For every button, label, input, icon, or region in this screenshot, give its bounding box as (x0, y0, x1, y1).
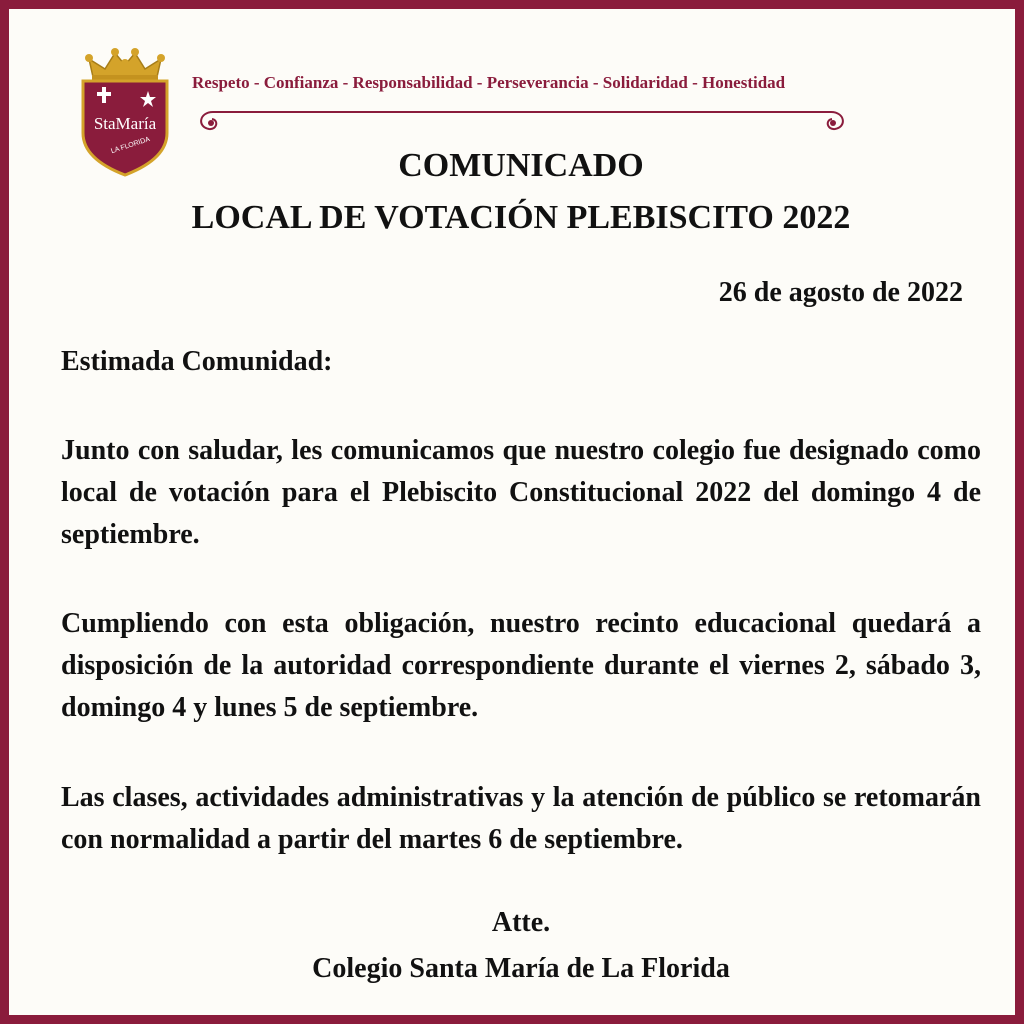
scroll-ornament-icon (191, 103, 853, 143)
document-subtitle: LOCAL DE VOTACIÓN PLEBISCITO 2022 (191, 199, 851, 236)
closing: Atte. (491, 907, 551, 938)
signature: Colegio Santa María de La Florida (312, 953, 730, 984)
crest-place-text: LA FLORIDA (110, 135, 151, 156)
salutation: Estimada Comunidad: (61, 346, 333, 377)
values-motto: Respeto - Confianza - Responsabilidad - Perseverancia - Solidaridad - Honestidad (192, 73, 786, 92)
paragraph-1: Junto con saludar, les comunicamos que nuestro colegio fue designado como local de votación para el Plebiscito Constitucional 2022 del domingo 4 de septiembre. (61, 435, 981, 550)
crest-name-text: StaMaría (93, 114, 157, 133)
paragraph-3: Las clases, actividades administrativas y la atención de público se retomarán con normalidad a partir del martes 6 de septiembre. (61, 782, 981, 855)
document-title: COMUNICADO (398, 147, 644, 184)
paragraph-2: Cumpliendo con esta obligación, nuestro recinto educacional quedará a disposición de la autoridad correspondiente durante el viernes 2, sábado 3, domingo 4 y lunes 5 de septiembre. (61, 608, 981, 723)
document-date: 26 de agosto de 2022 (718, 277, 963, 308)
